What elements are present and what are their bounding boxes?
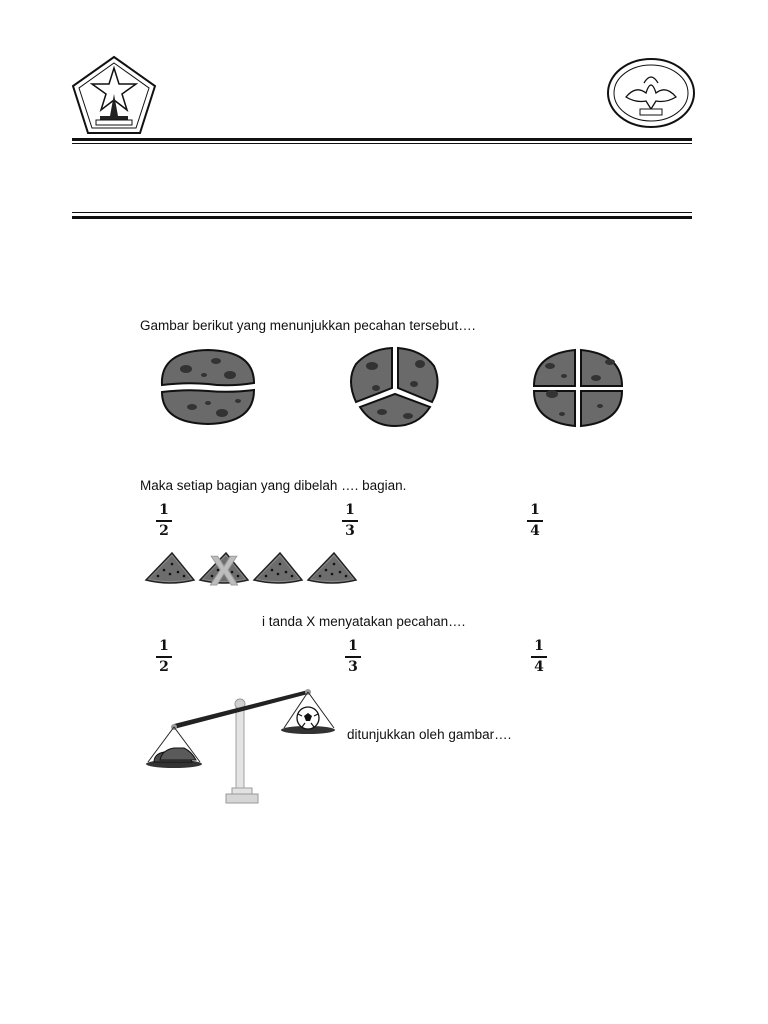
fraction-denominator: 3 bbox=[348, 658, 358, 675]
tut-wuri-handayani-emblem-icon bbox=[606, 57, 696, 129]
cross-mark: X bbox=[209, 548, 239, 588]
fraction-denominator: 4 bbox=[534, 658, 544, 675]
watermelon-slice-crossed-icon bbox=[198, 548, 252, 588]
cookie-quarters-icon[interactable] bbox=[530, 346, 626, 430]
fraction-bar bbox=[156, 656, 172, 658]
fraction-denominator: 2 bbox=[159, 658, 169, 675]
pentagon-star-emblem-icon bbox=[70, 54, 158, 136]
question4-prompt: ditunjukkan oleh gambar…. bbox=[347, 727, 512, 742]
fraction-denominator: 4 bbox=[530, 522, 540, 539]
question3-option-half[interactable] bbox=[154, 638, 174, 676]
header-top-rule-thin bbox=[72, 143, 692, 144]
question3-prompt: i tanda X menyatakan pecahan…. bbox=[262, 614, 466, 629]
header-bottom-rule-thin bbox=[72, 212, 692, 213]
cookie-thirds-icon[interactable] bbox=[346, 344, 442, 430]
cookie-halves-icon[interactable] bbox=[158, 347, 258, 427]
fraction-bar bbox=[345, 656, 361, 658]
header-top-rule-thick bbox=[72, 138, 692, 141]
fraction-denominator: 2 bbox=[159, 522, 169, 539]
fraction-numerator: 1 bbox=[345, 502, 355, 518]
fraction-numerator: 1 bbox=[348, 638, 358, 654]
fraction-numerator: 1 bbox=[159, 502, 169, 518]
question3-option-third[interactable] bbox=[343, 638, 363, 676]
fraction-bar bbox=[342, 520, 358, 522]
header-bottom-rule-thick bbox=[72, 216, 692, 219]
question3-option-quarter[interactable] bbox=[529, 638, 549, 676]
question1-prompt: Gambar berikut yang menunjukkan pecahan tersebut…. bbox=[140, 318, 476, 333]
watermelon-slice-icon bbox=[252, 550, 304, 586]
fraction-numerator: 1 bbox=[159, 638, 169, 654]
fraction-numerator: 1 bbox=[530, 502, 540, 518]
fraction-bar bbox=[531, 656, 547, 658]
question2-option-half[interactable] bbox=[154, 502, 174, 540]
fraction-denominator: 3 bbox=[345, 522, 355, 539]
watermelon-slice-icon bbox=[306, 550, 358, 586]
fraction-numerator: 1 bbox=[534, 638, 544, 654]
question2-option-quarter[interactable] bbox=[525, 502, 545, 540]
balance-scale-shoes-ball-icon bbox=[140, 684, 340, 806]
question2-prompt: Maka setiap bagian yang dibelah …. bagian. bbox=[140, 478, 407, 493]
fraction-bar bbox=[527, 520, 543, 522]
watermelon-slice-icon bbox=[144, 550, 196, 586]
fraction-bar bbox=[156, 520, 172, 522]
question2-option-third[interactable] bbox=[340, 502, 360, 540]
